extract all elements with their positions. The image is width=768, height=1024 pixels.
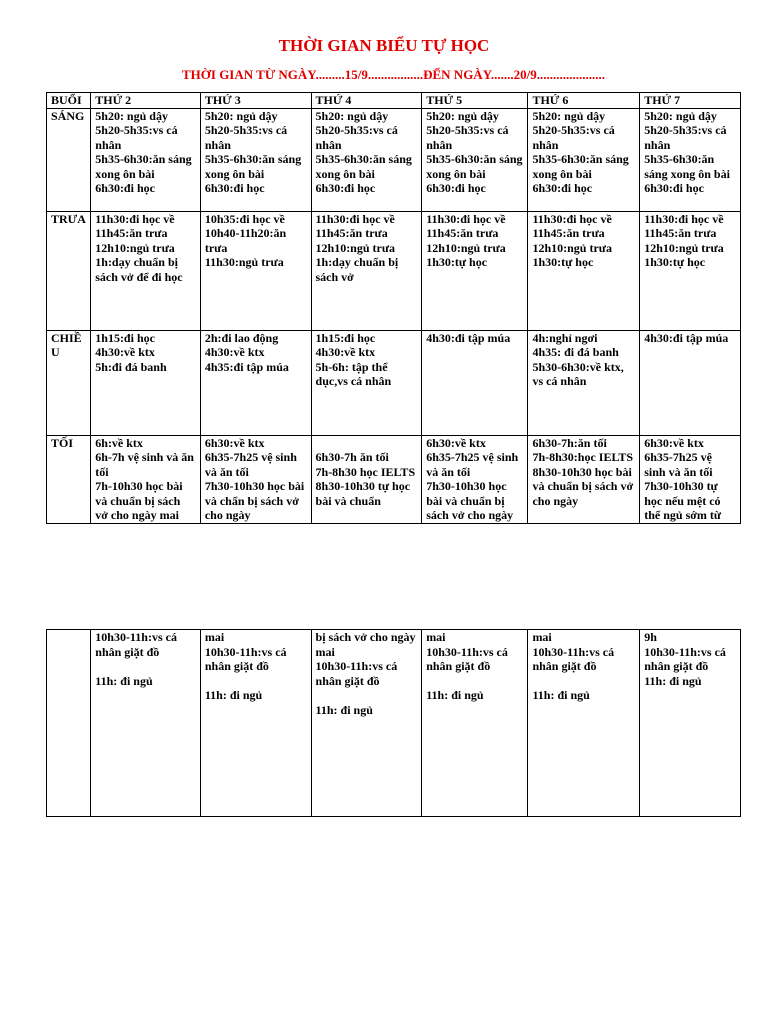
schedule-cell: 6h30-7h ăn tối 7h-8h30 học IELTS 8h30-10h30 tự học bài và chuẩn bbox=[311, 435, 422, 523]
session-label: CHIỀ U bbox=[47, 330, 91, 435]
schedule-cell: mai 10h30-11h:vs cá nhân giặt đồ 11h: đi ngủ bbox=[422, 630, 528, 817]
header-session: BUỔI bbox=[47, 93, 91, 109]
schedule-cell: 6h30:về ktx 6h35-7h25 vệ sinh và ăn tối 7h30-10h30 tự học nếu mệt có thể ngủ sớm từ bbox=[640, 435, 741, 523]
session-label: TỐI bbox=[47, 435, 91, 523]
schedule-cell: 11h30:đi học về 11h45:ăn trưa 12h10:ngủ trưa 1h30:tự học bbox=[422, 211, 528, 330]
table-row bbox=[47, 435, 741, 523]
table-row bbox=[47, 630, 741, 817]
schedule-cell: 9h 10h30-11h:vs cá nhân giặt đồ 11h: đi ngủ bbox=[640, 630, 741, 817]
schedule-cell: 10h30-11h:vs cá nhân giặt đồ 11h: đi ngủ bbox=[91, 630, 201, 817]
schedule-cell: 5h20: ngủ dậy 5h20-5h35:vs cá nhân 5h35-6h30:ăn sáng xong ôn bài 6h30:đi học bbox=[422, 108, 528, 211]
header-day: THỨ 4 bbox=[311, 93, 422, 109]
schedule-cell: 4h:nghỉ ngơi 4h35: đi đá banh 5h30-6h30:về ktx, vs cá nhân bbox=[528, 330, 640, 435]
page-title: THỜI GIAN BIỂU TỰ HỌC bbox=[278, 36, 490, 55]
table-row bbox=[47, 330, 741, 435]
schedule-cell: 6h:về ktx 6h-7h vệ sinh và ăn tối 7h-10h30 học bài và chuẩn bị sách vở cho ngày mai bbox=[91, 435, 201, 523]
schedule-cell: 6h30:về ktx 6h35-7h25 vệ sinh và ăn tối 7h30-10h30 học bài và chẩn bị sách vở cho ngày bbox=[200, 435, 311, 523]
header-day: THỨ 6 bbox=[528, 93, 640, 109]
header-day: THỨ 2 bbox=[91, 93, 201, 109]
schedule-cell: 11h30:đi học về 11h45:ăn trưa 12h10:ngủ trưa 1h30:tự học bbox=[528, 211, 640, 330]
schedule-cell: 5h20: ngủ dậy 5h20-5h35:vs cá nhân 5h35-6h30:ăn sáng xong ôn bài 6h30:đi học bbox=[311, 108, 422, 211]
schedule-cell: 6h30-7h:ăn tối 7h-8h30:học IELTS 8h30-10h30 học bài và chuẩn bị sách vở cho ngày bbox=[528, 435, 640, 523]
header-day: THỨ 7 bbox=[640, 93, 741, 109]
header-row bbox=[47, 93, 741, 109]
schedule-cell: 5h20: ngủ dậy 5h20-5h35:vs cá nhân 5h35-6h30:ăn sáng xong ôn bài 6h30:đi học bbox=[640, 108, 741, 211]
session-label: SÁNG bbox=[47, 108, 91, 211]
schedule-cell: 10h35:đi học về 10h40-11h20:ăn trưa 11h30:ngủ trưa bbox=[200, 211, 311, 330]
schedule-cell: 4h30:đi tập múa bbox=[640, 330, 741, 435]
header-day: THỨ 5 bbox=[422, 93, 528, 109]
schedule-cell: 11h30:đi học về 11h45:ăn trưa 12h10:ngủ trưa 1h30:tự học bbox=[640, 211, 741, 330]
schedule-cell: 11h30:đi học về 11h45:ăn trưa 12h10:ngủ trưa 1h:dạy chuẩn bị sách vở bbox=[311, 211, 422, 330]
schedule-table-continuation bbox=[46, 629, 741, 817]
schedule-cell: mai 10h30-11h:vs cá nhân giặt đồ 11h: đi ngủ bbox=[200, 630, 311, 817]
schedule-cell: 5h20: ngủ dậy 5h20-5h35:vs cá nhân 5h35-6h30:ăn sáng xong ôn bài 6h30:đi học bbox=[528, 108, 640, 211]
schedule-cell: 1h15:đi học 4h30:về ktx 5h-6h: tập thể dục,vs cá nhân bbox=[311, 330, 422, 435]
header-day: THỨ 3 bbox=[200, 93, 311, 109]
schedule-cell: 4h30:đi tập múa bbox=[422, 330, 528, 435]
session-label: TRƯA bbox=[47, 211, 91, 330]
schedule-cell: 5h20: ngủ dậy 5h20-5h35:vs cá nhân 5h35-6h30:ăn sáng xong ôn bài 6h30:đi học bbox=[91, 108, 201, 211]
date-range: THỜI GIAN TỪ NGÀY.........15/9.................ĐẾN NGÀY.......20/9..................... bbox=[181, 67, 606, 82]
schedule-cell: 5h20: ngủ dậy 5h20-5h35:vs cá nhân 5h35-6h30:ăn sáng xong ôn bài 6h30:đi học bbox=[200, 108, 311, 211]
schedule-cell: 11h30:đi học về 11h45:ăn trưa 12h10:ngủ trưa 1h:dạy chuẩn bị sách vở để đi học bbox=[91, 211, 201, 330]
table-row bbox=[47, 211, 741, 330]
schedule-cell: 2h:đi lao động 4h30:về ktx 4h35:đi tập múa bbox=[200, 330, 311, 435]
schedule-cell: 6h30:về ktx 6h35-7h25 vệ sinh và ăn tối 7h30-10h30 học bài và chuẩn bị sách vở cho ngày bbox=[422, 435, 528, 523]
table-row bbox=[47, 108, 741, 211]
schedule-cell: 1h15:đi học 4h30:về ktx 5h:đi đá banh bbox=[91, 330, 201, 435]
schedule-cell: bị sách vở cho ngày mai 10h30-11h:vs cá nhân giặt đồ 11h: đi ngủ bbox=[311, 630, 422, 817]
schedule-cell: mai 10h30-11h:vs cá nhân giặt đồ 11h: đi ngủ bbox=[528, 630, 640, 817]
schedule-table bbox=[46, 92, 741, 524]
session-label bbox=[47, 630, 91, 817]
